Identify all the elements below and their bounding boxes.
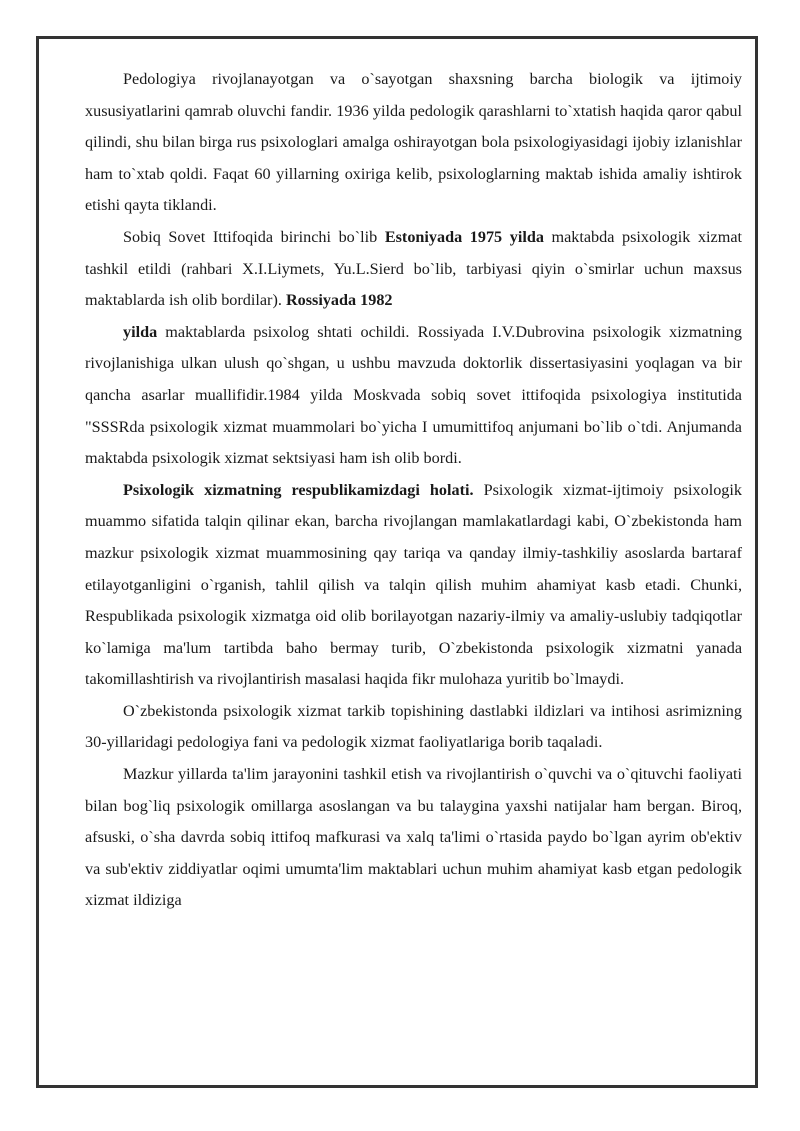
section-heading: Psixologik xizmatning respublikamizdagi holati.: [123, 480, 474, 499]
paragraph-text: Psixologik xizmat-ijtimoiy psixologik muammo sifatida talqin qilinar ekan, barcha rivojlangan mamlakatlardagi kabi, O`zbekistonda ham mazkur psixologik xizmat muammosining qay tariqa va qanday ilmiy-tashkiliy asoslarda bartaraf etilayotganligini o`rganish, tahlil qilish va talqin qilish muhim ahamiyat kasb etadi. Chunki, Respublikada psixologik xizmatga oid olib borilayotgan nazariy-ilmiy va amaliy-uslubiy tadqiqotlar ko`lamiga ma'lum tartibda baho bermay turib, O`zbekistonda psixologik xizmatni yanada takomillashtirish va rivojlantirish masalasi haqida fikr mulohaza yuritib bo`lmaydi.: [85, 480, 742, 689]
bold-phrase: Estoniyada 1975 yilda: [384, 227, 544, 246]
paragraph-text: Pedologiya rivojlanayotgan va o`sayotgan shaxsning barcha biologik va ijtimoiy xususiyatlarini qamrab oluvchi fandir. 1936 yilda pedologik qarashlarni to`xtatish haqida qaror qabul qilindi, shu bilan birga rus psixologlari amalga oshirayotgan bola psixologiyasidagi ijobiy izlanishlar ham to`xtab qoldi. Faqat 60 yillarning oxiriga kelib, psixologlarning maktab ishida amaliy ishtirok etishi qayta tiklandi.: [85, 70, 742, 215]
paragraph-respublika-holati: [85, 475, 742, 696]
paragraph-text: maktabda psixologik xizmat tashkil etildi (rahbari X.I.Liymets, Yu.L.Sierd bo`lib, tarbiyasi qiyin o`smirlar uchun maxsus maktablarda ish olib bordilar).: [85, 227, 742, 310]
paragraph-pedologiya: [85, 64, 742, 222]
paragraph-ildizlar: [85, 696, 742, 759]
paragraph-rossiya: [85, 317, 742, 475]
paragraph-text: maktablarda psixolog shtati ochildi. Rossiyada I.V.Dubrovina psixologik xizmatning rivojlanishiga ulkan ulush qo`shgan, u ushbu mavzuda doktorlik dissertasiyasini yoqlagan va bir qancha asarlar muallifidir.1984 yilda Moskvada sobiq sovet ittifoqida psixologiya institutida "SSSRda psixologik xizmat muammolari bo`yicha I umumittifoq anjumani bo`lib o`tdi. Anjumanda maktabda psixologik xizmat sektsiyasi ham ish olib bordi.: [85, 322, 742, 468]
paragraph-mazkur-yillarda: [85, 759, 742, 917]
document-body: [85, 64, 742, 917]
paragraph-text: Sobiq Sovet Ittifoqida birinchi bo`lib: [123, 227, 385, 246]
paragraph-text: Mazkur yillarda ta'lim jarayonini tashkil etish va rivojlantirish o`quvchi va o`qituvchi faoliyati bilan bog`liq psixologik omillarga asoslangan va bu talaygina yaxshi natijalar ham bergan. Biroq, afsuski, o`sha davrda sobiq ittifoq mafkurasi va xalq ta'limi o`rtasida paydo bo`lgan ayrim ob'ektiv va sub'ektiv ziddiyatlar oqimi umumta'lim maktablari uchun muhim ahamiyat kasb etgan pedologik xizmat ildiziga: [85, 765, 742, 910]
paragraph-estoniya: [85, 222, 742, 317]
paragraph-text: O`zbekistonda psixologik xizmat tarkib topishining dastlabki ildizlari va intihosi asrimizning 30-yillaridagi pedologiya fani va pedologik xizmat faoliyatlariga borib taqaladi.: [85, 701, 742, 752]
bold-phrase: yilda: [123, 322, 158, 341]
bold-phrase: Rossiyada 1982: [285, 291, 393, 310]
